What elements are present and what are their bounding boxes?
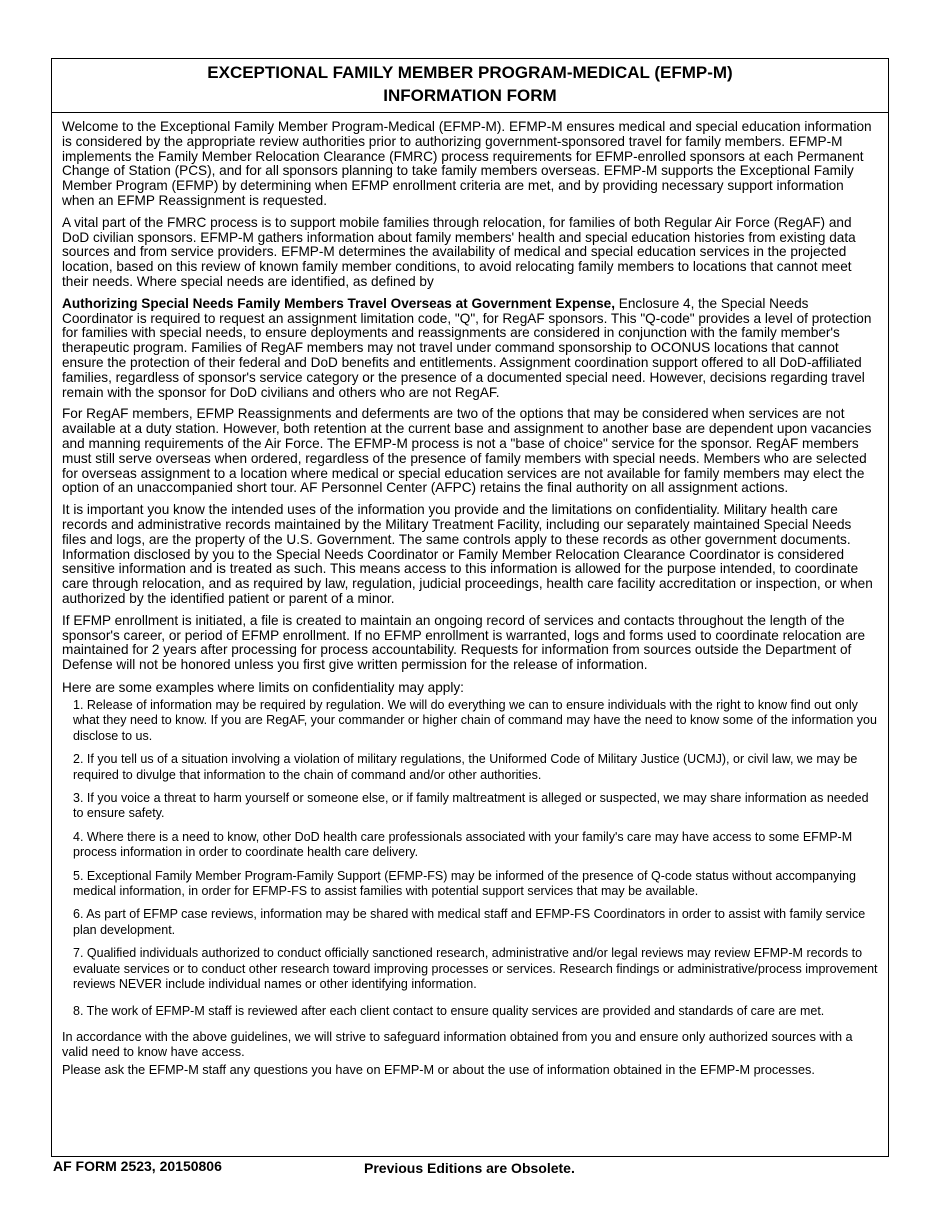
example-item: 3. If you voice a threat to harm yourself or someone else, or if family maltreatment is alleged or suspected, we may share information as needed to ensure safety. <box>73 790 869 821</box>
form-title-line2: INFORMATION FORM <box>383 86 557 105</box>
example-item: 6. As part of EFMP case reviews, information may be shared with medical staff and EFMP-FS Coordinators in order to assist with family service plan development. <box>73 907 866 937</box>
examples-intro: Here are some examples where limits on confidentiality may apply: <box>62 679 464 695</box>
paragraph-special-needs-lead: Authorizing Special Needs Family Members Travel Overseas at Government Expense, <box>62 295 616 311</box>
paragraph-regaf: For RegAF members, EFMP Reassignments and deferments are two of the options that may be considered when services are not available at a duty station. However, both retention at the current base and assignment to another base are dependent upon vacancies and manning requirements of the Air Force. The EFMP-M process is not a "base of choice" service for the sponsor. RegAF members must still serve overseas when ordered, regardless of the presence of family members with special needs. Members who are selected for overseas assignment to a location where medical or special education services are not available for family members may elect the option of an unaccompanied short tour. AF Personnel Center (AFPC) retains the final authority on all assignment actions. <box>62 406 872 496</box>
closing-safeguard: In accordance with the above guidelines, we will strive to safeguard information obtained from you and ensure only authorized sources with a valid need to know have access. <box>62 1029 853 1060</box>
paragraph-confidentiality: It is important you know the intended uses of the information you provide and the limitations on confidentiality. Military health care records and administrative records maintained by the Military Treatment Facility, including our separately maintained Special Needs files and logs, are the property of the U.S. Government. The same controls apply to these records as other government documents. Information disclosed by you to the Special Needs Coordinator or Family Member Relocation Clearance Coordinator is considered sensitive information and is treated as such. This means access to this information is allowed for the purpose intended, to coordinate care through relocation, and as required by law, regulation, judicial proceedings, health care facility accreditation or inspection, or when authorized by the identified patient or parent of a minor. <box>62 502 873 606</box>
example-item: 2. If you tell us of a situation involving a violation of military regulations, the Uniformed Code of Military Justice (UCMJ), or civil law, we may be required to divulge that information to the chain of command and/or other authorities. <box>73 752 858 782</box>
example-item: 7. Qualified individuals authorized to conduct officially sanctioned research, administrative and/or legal reviews may review EFMP-M records to evaluate services or to conduct other research toward improving processes or services. Research findings or administrative/process improvement reviews NEVER include individual names or other identifying information. <box>73 946 878 991</box>
form-header <box>52 59 888 113</box>
form-content <box>52 113 888 1078</box>
closing-questions: Please ask the EFMP-M staff any questions you have on EFMP-M or about the use of information obtained in the EFMP-M processes. <box>62 1062 815 1077</box>
paragraph-fmrc: A vital part of the FMRC process is to support mobile families through relocation, for families of both Regular Air Force (RegAF) and DoD civilian sponsors. EFMP-M gathers information about family members' health and special education histories from existing data sources and from service providers. EFMP-M determines the availability of medical and special education services in the projected location, based on this review of known family member conditions, to avoid relocating family members to locations that cannot meet their needs. Where special needs are identified, as defined by <box>62 214 856 289</box>
paragraph-special-needs-text: Enclosure 4, the Special Needs Coordinator is required to request an assignment limitation code, "Q", for RegAF sponsors. This "Q-code" provides a level of protection for families with special needs, to ensure deployments and reassignments are considered in conjunction with the family member's therapeutic program. Families of RegAF members may not travel under command sponsorship to OCONUS locations that cannot ensure the protection of their federal and DoD benefits and entitlements. Assignment coordination support offered to all DoD-affiliated families, regardless of sponsor's service category or the presence of a documented special need. However, decisions regarding travel remain with the sponsor for DoD civilians and others who are not RegAF. <box>62 295 872 400</box>
obsolete-notice: Previous Editions are Obsolete. <box>364 1160 575 1176</box>
example-item: 8. The work of EFMP-M staff is reviewed after each client contact to ensure quality services are provided and standards of care are met. <box>73 1004 825 1019</box>
form-number: AF FORM 2523, 20150806 <box>53 1158 222 1174</box>
paragraph-welcome: Welcome to the Exceptional Family Member Program-Medical (EFMP-M). EFMP-M ensures medical and special education information is considered by the appropriate review authorities prior to authorizing government-sponsored travel for family members. EFMP-M implements the Family Member Relocation Clearance (FMRC) process requirements for EFMP-enrolled sponsors at each Permanent Change of Station (PCS), and for all sponsors planning to take family members overseas. EFMP-M supports the Exceptional Family Member Program (EFMP) by determining when EFMP enrollment criteria are met, and by providing necessary support information when an EFMP Reassignment is requested. <box>62 119 872 208</box>
example-item: 4. Where there is a need to know, other DoD health care professionals associated with your family's care may have access to some EFMP-M process information in order to coordinate health care delivery. <box>73 829 853 860</box>
paragraph-enrollment: If EFMP enrollment is initiated, a file is created to maintain an ongoing record of services and contacts throughout the length of the sponsor's career, or period of EFMP enrollment. If no EFMP enrollment is warranted, logs and forms used to coordinate relocation are maintained for 2 years after processing for process accountability. Requests for information from sources outside the Department of Defense will not be honored unless you first give written permission for the release of information. <box>62 612 866 673</box>
form-title-line1: EXCEPTIONAL FAMILY MEMBER PROGRAM-MEDICAL (EFMP-M) <box>207 63 733 82</box>
example-item: 1. Release of information may be required by regulation. We will do everything we can to ensure individuals with the right to know find out only what they need to know. If you are RegAF, your commander or higher chain of command may have the need to know some of the information you disclose to us. <box>73 697 877 743</box>
paragraph-special-needs <box>62 297 878 401</box>
examples-list <box>62 698 878 1020</box>
example-item: 5. Exceptional Family Member Program-Family Support (EFMP-FS) may be informed of the presence of Q-code status without accompanying medical information, in order for EFMP-FS to assist families with potential support services that may be available. <box>73 868 856 898</box>
form-box <box>51 58 889 1157</box>
